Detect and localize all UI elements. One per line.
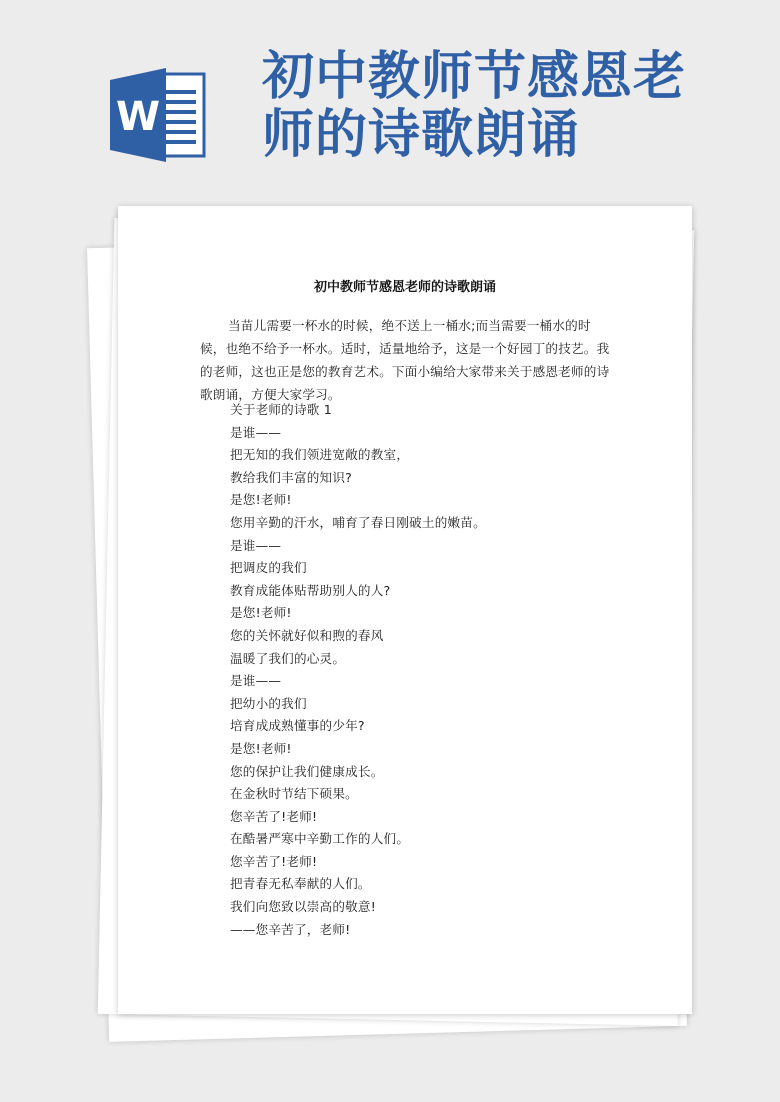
poem-line: 您用辛勤的汗水，哺育了春日刚破土的嫩苗。 — [230, 514, 486, 530]
poem-line: 是谁—— — [230, 537, 282, 553]
poem-line: 您的保护让我们健康成长。 — [230, 763, 384, 779]
poem-line: 把无知的我们领进宽敞的教室， — [230, 447, 410, 463]
poem-line: 您的关怀就好似和煦的春风 — [230, 627, 384, 643]
poem-line: 您辛苦了!老师! — [230, 808, 318, 824]
poem-line: 关于老师的诗歌 1 — [230, 402, 332, 417]
poem-line: 是谁—— — [230, 673, 282, 689]
poem-line: 在金秋时节结下硕果。 — [230, 786, 358, 802]
page-title-line-2: 师的诗歌朗诵 — [262, 105, 581, 165]
poem-line: ——您辛苦了，老师! — [230, 921, 351, 937]
poem-line: 您辛苦了!老师! — [230, 853, 318, 869]
poem-line: 是您!老师! — [230, 605, 292, 621]
page-title — [262, 48, 762, 164]
page-title-line-1: 初中教师节感恩老 — [262, 47, 687, 107]
poem-line: 在酷暑严寒中辛勤工作的人们。 — [230, 831, 410, 847]
intro-paragraph: 当苗儿需要一杯水的时候，绝不送上一桶水;而当需要一桶水的时候，也绝不给予一杯水。适时，适量地给予，这是一个好园丁的技艺。我的老师，这也正是您的教育艺术。下面小编给大家带来关于感恩老师的诗歌朗诵，方便大家学习。 — [200, 318, 610, 402]
document-page — [118, 206, 692, 1014]
poem-line: 培育成成熟懂事的少年? — [230, 718, 365, 734]
poem-line: 是您!老师! — [230, 740, 292, 756]
poem-line: 是您!老师! — [230, 492, 292, 508]
svg-text:W: W — [116, 94, 161, 140]
poem-line: 把幼小的我们 — [230, 695, 307, 711]
poem-line: 教育成能体贴帮助别人的人? — [230, 582, 391, 598]
word-icon — [110, 68, 208, 162]
poem-line: 教给我们丰富的知识? — [230, 469, 353, 485]
poem-line: 把调皮的我们 — [230, 560, 307, 576]
document-title: 初中教师节感恩老师的诗歌朗诵 — [313, 280, 496, 295]
poem-line: 我们向您致以崇高的敬意! — [230, 899, 376, 915]
poem-line: 是谁—— — [230, 424, 282, 440]
poem-line: 把青春无私奉献的人们。 — [230, 876, 371, 892]
poem-lines — [230, 399, 486, 941]
poem-line: 温暖了我们的心灵。 — [230, 650, 346, 666]
